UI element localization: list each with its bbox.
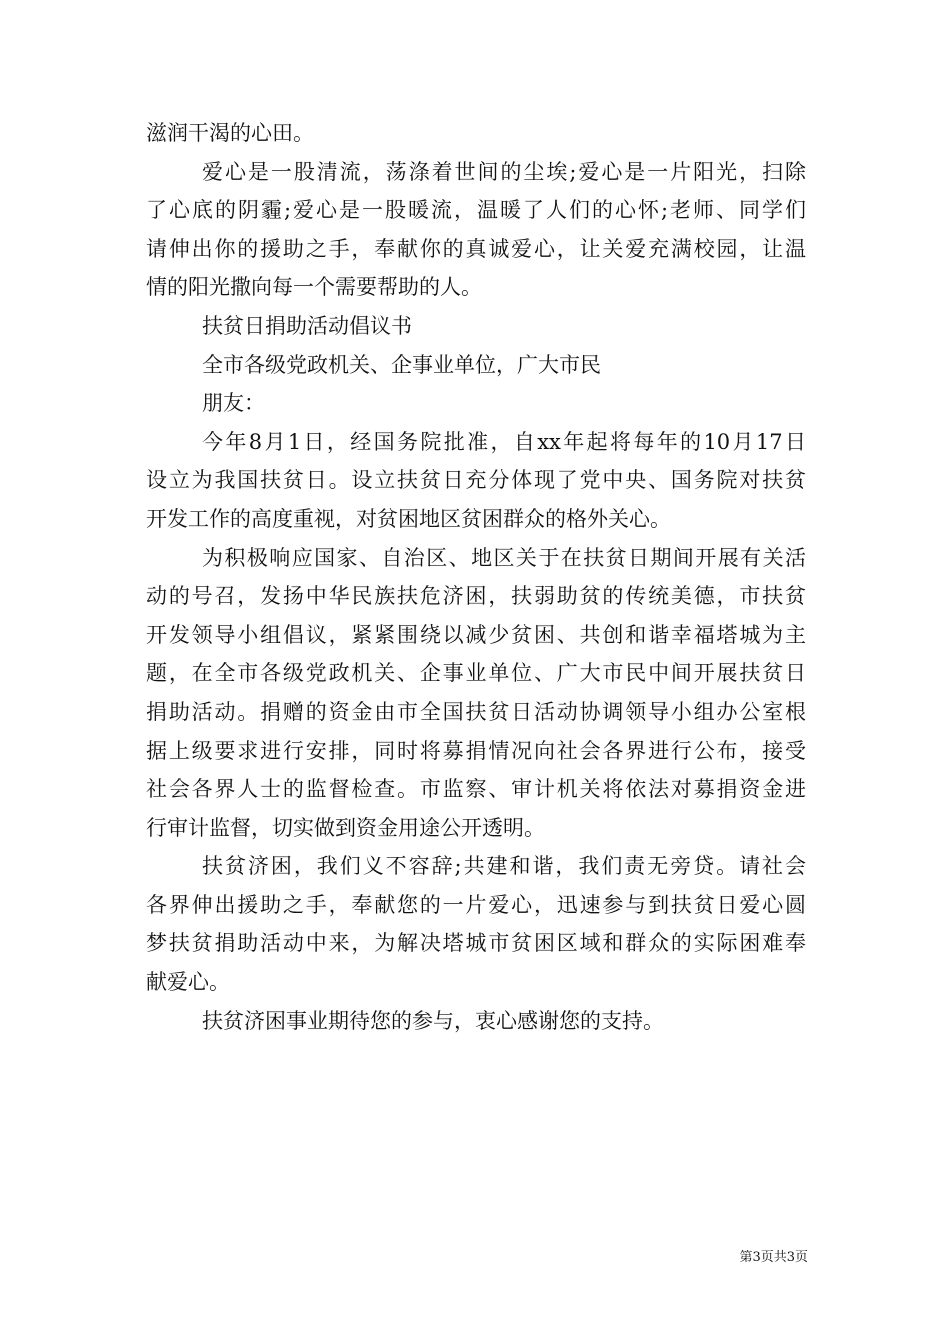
text-line: 请伸出你的援助之手，奉献你的真诚爱心，让关爱充满校园，让温 (146, 236, 806, 261)
text-line: 扶贫日捐助活动倡议书 (202, 313, 412, 338)
text-line: 题，在全市各级党政机关、企事业单位、广大市民中间开展扶贫日 (146, 661, 806, 686)
text-line: 滋润干渴的心田。 (146, 121, 314, 145)
page-number-footer: 第3页共3页 (739, 1250, 808, 1265)
text-line: 情的阳光撒向每一个需要帮助的人。 (146, 275, 482, 300)
text-line: 开发工作的高度重视，对贫困地区贫困群众的格外关心。 (146, 506, 671, 531)
text-line: 爱心是一股清流，荡涤着世间的尘埃;爱心是一片阳光，扫除 (202, 159, 806, 184)
text-line: 捐助活动。捐赠的资金由市全国扶贫日活动协调领导小组办公室根 (146, 699, 806, 724)
document-body (146, 114, 806, 1040)
text-line: 全市各级党政机关、企事业单位，广大市民 (202, 352, 601, 377)
text-line: 扶贫济困，我们义不容辞;共建和谐，我们责无旁贷。请社会 (202, 854, 806, 879)
text-line: 各界伸出援助之手，奉献您的一片爱心，迅速参与到扶贫日爱心圆 (146, 892, 806, 917)
text-line: 扶贫济困事业期待您的参与，衷心感谢您的支持。 (202, 1008, 664, 1033)
text-line: 梦扶贫捐助活动中来，为解决塔城市贫困区域和群众的实际困难奉 (146, 931, 806, 956)
text-line: 献爱心。 (146, 970, 230, 995)
text-line: 据上级要求进行安排，同时将募捐情况向社会各界进行公布，接受 (146, 738, 806, 763)
text-line: 为积极响应国家、自治区、地区关于在扶贫日期间开展有关活 (202, 545, 806, 570)
text-line: 动的号召，发扬中华民族扶危济困，扶弱助贫的传统美德，市扶贫 (146, 584, 806, 609)
text-line: 社会各界人士的监督检查。市监察、审计机关将依法对募捐资金进 (146, 777, 806, 802)
text-line: 朋友： (202, 391, 265, 416)
text-line: 了心底的阴霾;爱心是一股暖流，温暖了人们的心怀;老师、同学们 (146, 198, 806, 223)
text-line: 设立为我国扶贫日。设立扶贫日充分体现了党中央、国务院对扶贫 (146, 468, 806, 493)
text-line: 行审计监督，切实做到资金用途公开透明。 (146, 815, 545, 840)
text-line: 今年8月1日，经国务院批准，自xx年起将每年的10月17日 (202, 429, 806, 454)
text-line: 开发领导小组倡议，紧紧围绕以减少贫困、共创和谐幸福塔城为主 (146, 622, 806, 647)
